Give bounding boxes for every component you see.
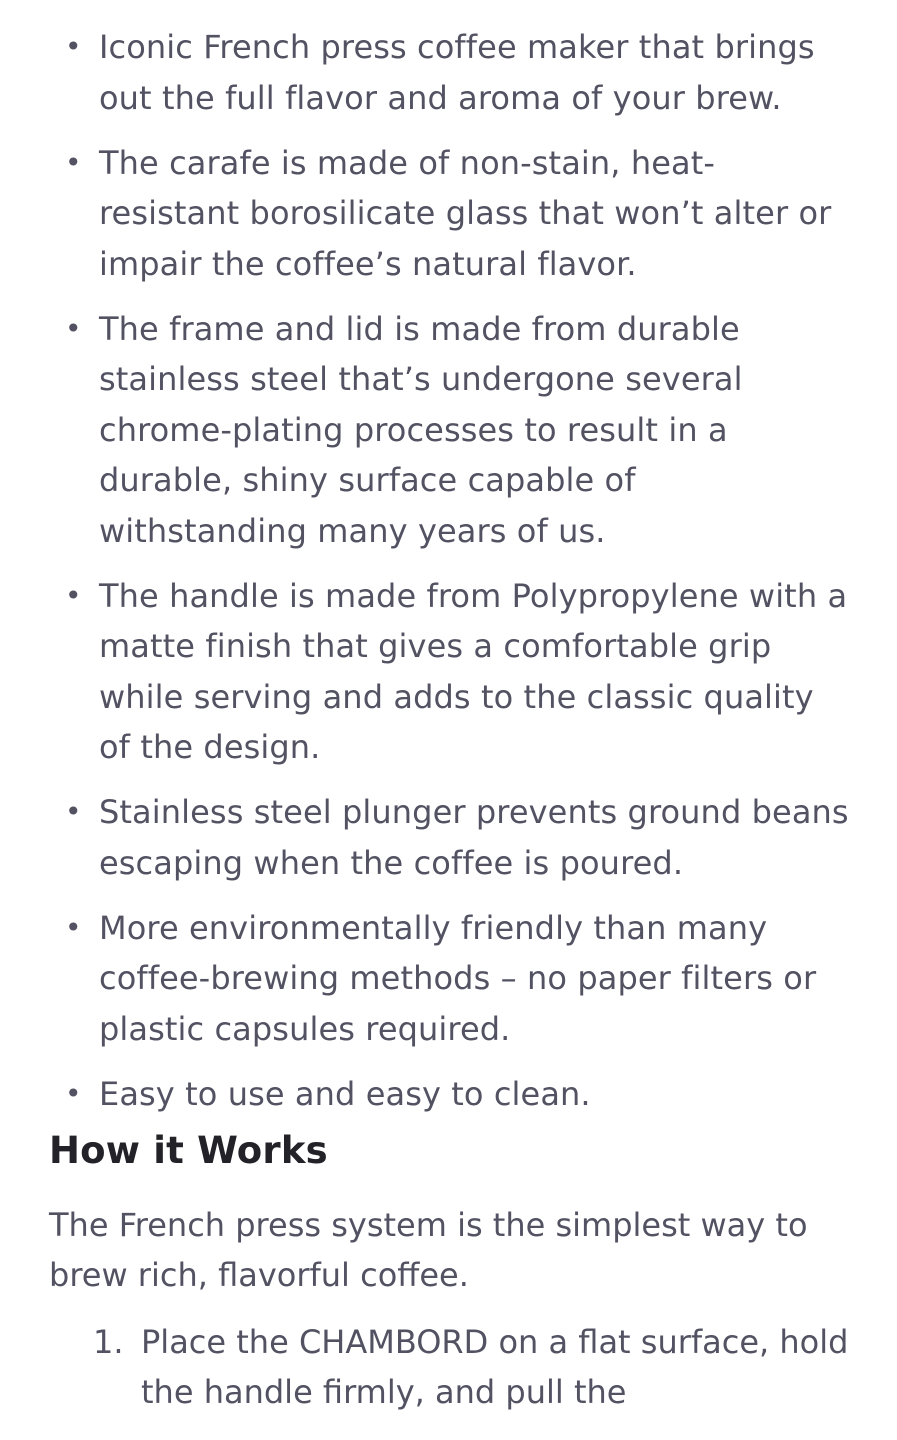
product-description [49,22,849,1418]
list-item [49,903,849,1055]
feature-text: Easy to use and easy to clean. [99,1074,591,1113]
feature-text: The handle is made from Polypropylene with a matte finish that gives a comfortable grip while serving and adds to the classic quality of the design. [99,576,848,766]
feature-text: The carafe is made of non-stain, heat-resistant borosilicate glass that won’t alter or impair the coffee’s natural flavor. [99,143,832,283]
bullet-icon: • [65,311,82,345]
bullet-icon: • [65,910,82,944]
feature-text: More environmentally friendly than many coffee-brewing methods – no paper filters or plastic capsules required. [99,908,817,1048]
list-item [49,787,849,888]
step-text: Place the CHAMBORD on a flat surface, hold the handle firmly, and pull the [141,1322,849,1411]
step-number: 1. [93,1322,124,1361]
how-it-works-intro: The French press system is the simplest way to brew rich, flavorful coffee. [49,1205,808,1294]
list-item [49,22,849,123]
list-item [49,304,849,557]
feature-text: The frame and lid is made from durable stainless steel that’s undergone several chrome-plating processes to result in a durable, shiny surface capable of withstanding many years of us. [99,309,743,550]
list-item [49,138,849,290]
how-it-works-heading: How it Works [49,1128,328,1172]
feature-text: Stainless steel plunger prevents ground beans escaping when the coffee is poured. [99,793,849,882]
list-item [49,571,849,773]
list-item [49,1069,849,1120]
steps-list [49,1317,849,1418]
bullet-icon: • [65,145,82,179]
bullet-icon: • [65,30,82,63]
feature-list [49,22,849,1119]
bullet-icon: • [65,795,82,828]
step-item [49,1317,849,1418]
bullet-icon: • [65,578,82,612]
bullet-icon: • [65,1076,82,1110]
feature-text: Iconic French press coffee maker that brings out the full flavor and aroma of your brew. [99,28,815,117]
